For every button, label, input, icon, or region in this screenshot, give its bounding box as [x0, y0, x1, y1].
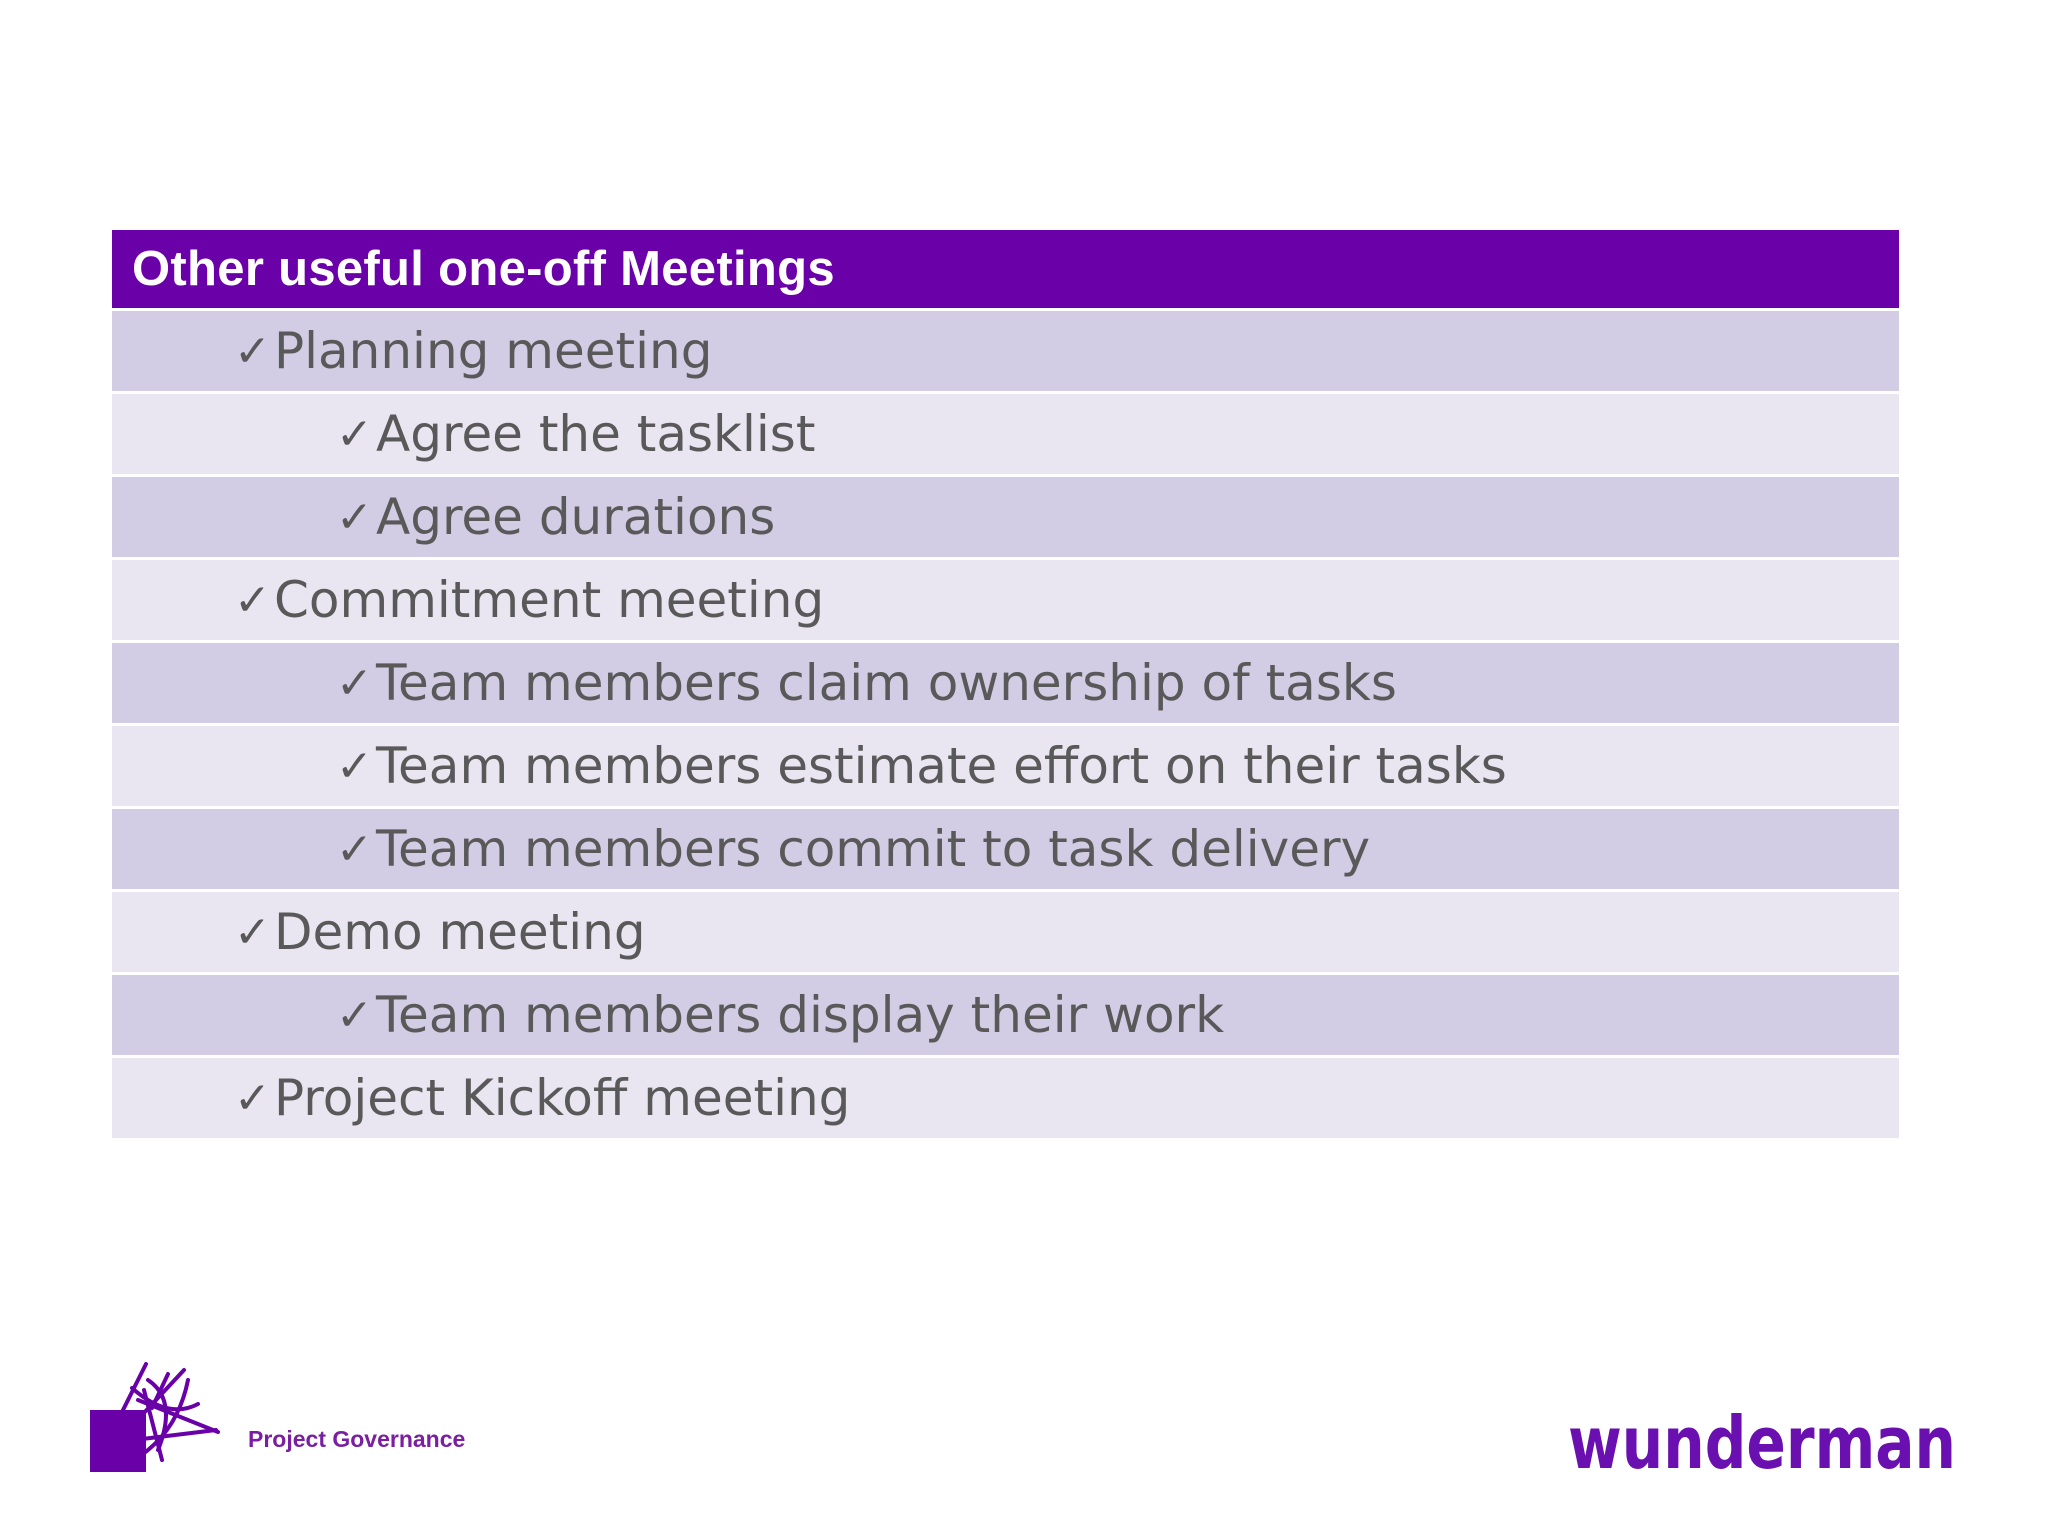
list-item-text: Agree the tasklist — [376, 405, 816, 463]
checkmark-icon: ✓ — [234, 325, 271, 377]
list-item-text: Project Kickoff meeting — [274, 1069, 851, 1127]
list-item-text: Team members display their work — [376, 986, 1225, 1044]
list-item-text: Team members claim ownership of tasks — [376, 654, 1397, 712]
list-item-planning-meeting — [112, 311, 1899, 391]
list-item-text: Demo meeting — [274, 903, 646, 961]
list-item-text: Team members estimate effort on their tasks — [376, 737, 1507, 795]
list-item-claim-ownership — [112, 643, 1899, 723]
svg-text:wunderman: wunderman — [1568, 1401, 1956, 1485]
list-item-demo-meeting — [112, 892, 1899, 972]
footer-label: Project Governance — [248, 1426, 466, 1452]
meetings-table — [112, 230, 1899, 1138]
checkmark-icon: ✓ — [234, 1072, 271, 1124]
list-item-text: Planning meeting — [274, 322, 713, 380]
list-item-text: Agree durations — [376, 488, 776, 546]
wunderman-logo — [1568, 1401, 1958, 1485]
list-item-agree-durations — [112, 477, 1899, 557]
checkmark-icon: ✓ — [336, 823, 373, 875]
list-item-commit-delivery — [112, 809, 1899, 889]
checkmark-icon: ✓ — [234, 574, 271, 626]
wunderman-mark-icon — [88, 1360, 224, 1476]
list-item-text: Team members commit to task delivery — [376, 820, 1371, 878]
checkmark-icon: ✓ — [336, 408, 373, 460]
table-title: Other useful one-off Meetings — [132, 242, 835, 296]
list-item-kickoff-meeting — [112, 1058, 1899, 1138]
list-item-commitment-meeting — [112, 560, 1899, 640]
list-item-text: Commitment meeting — [274, 571, 825, 629]
list-item-display-work — [112, 975, 1899, 1055]
table-header — [112, 230, 1899, 308]
list-item-agree-tasklist — [112, 394, 1899, 474]
checkmark-icon: ✓ — [336, 491, 373, 543]
list-item-estimate-effort — [112, 726, 1899, 806]
checkmark-icon: ✓ — [336, 989, 373, 1041]
checkmark-icon: ✓ — [336, 740, 373, 792]
checkmark-icon: ✓ — [234, 906, 271, 958]
checkmark-icon: ✓ — [336, 657, 373, 709]
